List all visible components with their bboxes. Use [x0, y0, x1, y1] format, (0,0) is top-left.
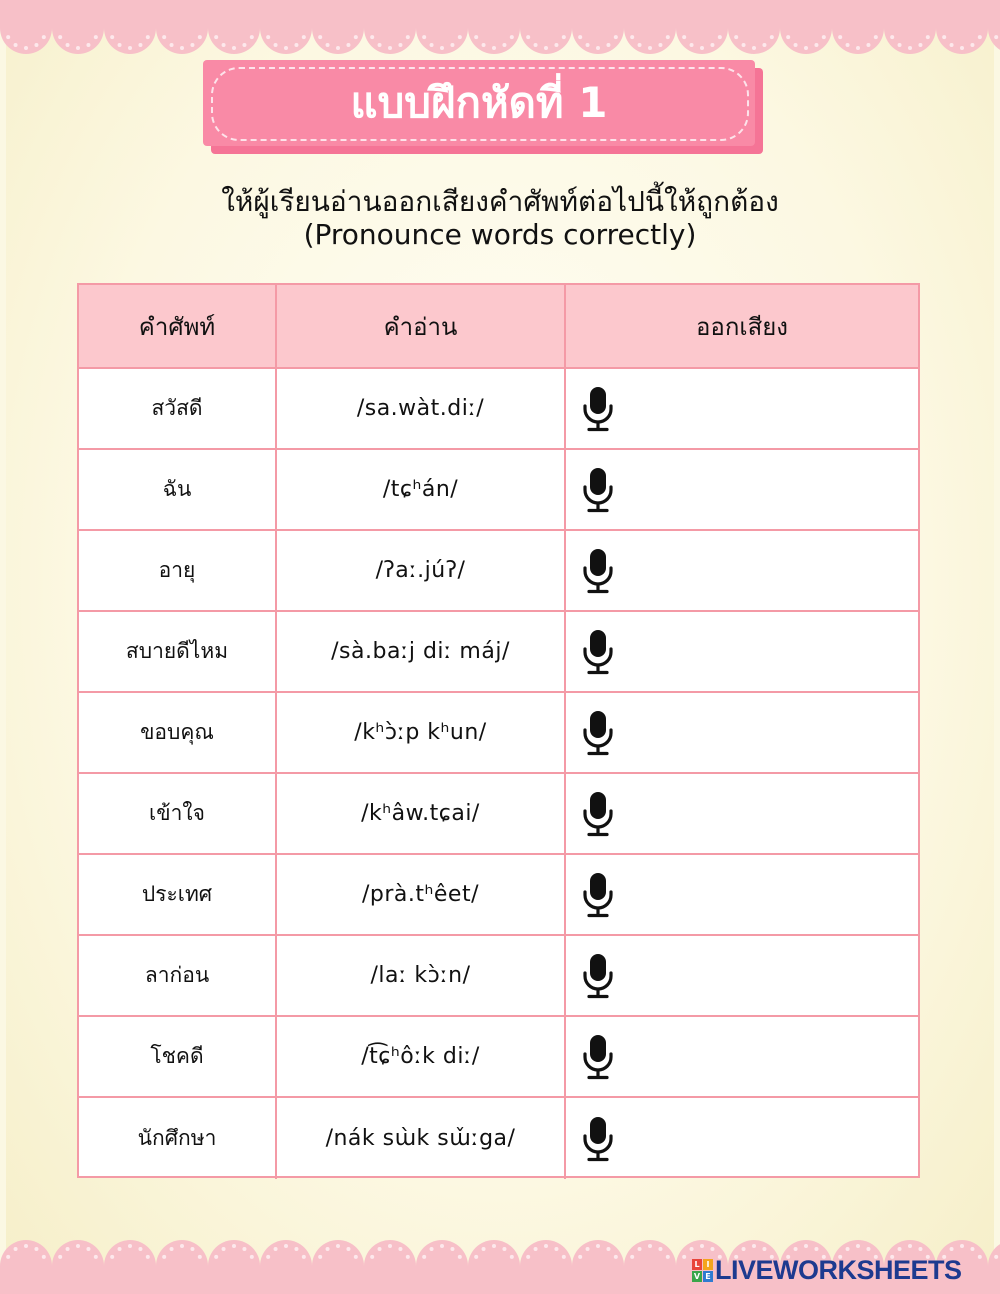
microphone-icon[interactable] [578, 1115, 618, 1163]
scallop-dot [232, 46, 236, 50]
scallop-dot [118, 1247, 122, 1251]
microphone-icon[interactable] [578, 628, 618, 676]
scallop-dot [336, 46, 340, 50]
scallop-dot [284, 1244, 288, 1248]
scallop-dot [170, 43, 174, 47]
scallop-dot [794, 43, 798, 47]
reading-ipa: /tɕʰán/ [277, 450, 566, 529]
scallop-dot [526, 35, 530, 39]
scallop-dot [370, 1255, 374, 1259]
scallop-dot [388, 1244, 392, 1248]
scallop-dot [318, 1255, 322, 1259]
scallop-dot [162, 1255, 166, 1259]
scallop-dot [752, 46, 756, 50]
vocabulary-word: เข้าใจ [79, 774, 277, 853]
scallop-dot [458, 35, 462, 39]
logo-letter: L [692, 1259, 702, 1270]
pronounce-cell [566, 1017, 918, 1096]
scallop-dot [94, 35, 98, 39]
pronounce-cell [566, 774, 918, 853]
scallop-dot [190, 43, 194, 47]
scallop-dot [398, 43, 402, 47]
pronounce-cell [566, 855, 918, 934]
scallop-dot [866, 1247, 870, 1251]
scallop-dot [232, 1244, 236, 1248]
logo-wordmark: LIVEWORKSHEETS [715, 1254, 962, 1285]
scallop-dot [942, 35, 946, 39]
instruction-english: (Pronounce words correctly) [303, 218, 697, 251]
scallop-dot [898, 43, 902, 47]
scallop-dot [502, 43, 506, 47]
scallop-dot [250, 35, 254, 39]
microphone-icon[interactable] [578, 871, 618, 919]
scallop-dot [562, 35, 566, 39]
scallop-dot [614, 1255, 618, 1259]
microphone-icon[interactable] [578, 547, 618, 595]
scallop-dot [294, 1247, 298, 1251]
scallop-dot [544, 46, 548, 50]
scallop-dot [180, 1244, 184, 1248]
scallop-dot [222, 1247, 226, 1251]
scallop-dot [510, 1255, 514, 1259]
scallop-dot [214, 35, 218, 39]
scallop-dot [856, 46, 860, 50]
scallop-dot [586, 1247, 590, 1251]
scallop-dot [58, 35, 62, 39]
scallop-dot [66, 43, 70, 47]
scallop-dot [474, 35, 478, 39]
scallop-dot [370, 35, 374, 39]
table-row [79, 450, 918, 531]
table-row [79, 531, 918, 612]
scallop-dot [354, 1255, 358, 1259]
pronounce-cell [566, 369, 918, 448]
scallop-dot [450, 43, 454, 47]
scallop-dot [354, 35, 358, 39]
scallop-dot [970, 43, 974, 47]
vocabulary-word: อายุ [79, 531, 277, 610]
table-row [79, 1017, 918, 1098]
scallop-dot [856, 1244, 860, 1248]
reading-ipa: /kʰɔ̀ːp kʰun/ [277, 693, 566, 772]
scallop-dot [742, 1247, 746, 1251]
scallop-dot [648, 1244, 652, 1248]
scallop-dot [950, 1247, 954, 1251]
scallop-dot [138, 1247, 142, 1251]
header-vocabulary: คำศัพท์ [79, 285, 277, 367]
pronounce-cell [566, 693, 918, 772]
scallop-dot [406, 35, 410, 39]
scallop-dot [874, 35, 878, 39]
scallop-dot [682, 35, 686, 39]
scallop-dot [970, 1247, 974, 1251]
scallop-dot [908, 1244, 912, 1248]
vocabulary-word: นักศึกษา [79, 1098, 277, 1179]
scallop-dot [846, 43, 850, 47]
scallop-dot [596, 1244, 600, 1248]
scallop-dot [274, 1247, 278, 1251]
scallop-dot [534, 1247, 538, 1251]
scallop-dot [734, 35, 738, 39]
scallop-dot [786, 35, 790, 39]
scallop-dot [804, 1244, 808, 1248]
vocabulary-word: สวัสดี [79, 369, 277, 448]
vocabulary-word: โชคดี [79, 1017, 277, 1096]
scallop-dot [250, 1255, 254, 1259]
scallop-dot [6, 35, 10, 39]
scallop-dot [214, 1255, 218, 1259]
scallop-dot [554, 43, 558, 47]
scallop-dot [222, 43, 226, 47]
reading-ipa: /ʔaː.júʔ/ [277, 531, 566, 610]
scallop-dot [128, 1244, 132, 1248]
scallop-dot [562, 1255, 566, 1259]
scallop-dot [534, 43, 538, 47]
scallop-dot [24, 46, 28, 50]
scallop-dot [146, 35, 150, 39]
table-header-row [79, 285, 918, 369]
scallop-dot [994, 1255, 998, 1259]
scallop-dot [76, 46, 80, 50]
scallop-dot [242, 43, 246, 47]
scallop-dot [242, 1247, 246, 1251]
scallop-dot [614, 35, 618, 39]
table-row [79, 369, 918, 450]
reading-ipa: /sà.baːj diː máj/ [277, 612, 566, 691]
scallop-dot [658, 43, 662, 47]
reading-ipa: /kʰâw.tɕai/ [277, 774, 566, 853]
scallop-dot [814, 43, 818, 47]
instruction-thai: ให้ผู้เรียนอ่านออกเสียงคำศัพท์ต่อไปนี้ให้ถูกต้อง [221, 185, 779, 218]
scallop-dot [302, 1255, 306, 1259]
scallop-dot [638, 1247, 642, 1251]
scallop-dot [690, 1247, 694, 1251]
logo-letter: E [703, 1271, 713, 1282]
reading-ipa: /prà.tʰêet/ [277, 855, 566, 934]
scallop-dot [198, 1255, 202, 1259]
scallop-dot [700, 46, 704, 50]
scallop-dot [284, 46, 288, 50]
scallop-dot [14, 43, 18, 47]
reading-ipa: /t͡ɕʰôːk diː/ [277, 1017, 566, 1096]
scallop-dot [866, 43, 870, 47]
scallop-dot [638, 43, 642, 47]
scallop-dot [198, 35, 202, 39]
reading-ipa: /sa.wàt.diː/ [277, 369, 566, 448]
scallop-dot [406, 1255, 410, 1259]
reading-ipa: /nák sɯ̀k sɯ̌ːga/ [277, 1098, 566, 1179]
scallop-dot [162, 35, 166, 39]
vocabulary-word: ลาก่อน [79, 936, 277, 1015]
scallop-dot [86, 1247, 90, 1251]
table-row [79, 774, 918, 855]
scallop-dot [326, 1247, 330, 1251]
liveworksheets-logo [692, 1254, 962, 1286]
scallop-dot [458, 1255, 462, 1259]
scallop-dot [978, 1255, 982, 1259]
logo-letter: V [693, 1271, 701, 1281]
scallop-dot [666, 35, 670, 39]
scallop-dot [502, 1247, 506, 1251]
scallop-dot [586, 43, 590, 47]
scallop-dot [978, 35, 982, 39]
scallop-dot [950, 43, 954, 47]
pronounce-cell [566, 450, 918, 529]
scallop-dot [14, 1247, 18, 1251]
scallop-dot [346, 1247, 350, 1251]
scallop-dot [710, 43, 714, 47]
scallop-dot [398, 1247, 402, 1251]
scallop-dot [482, 1247, 486, 1251]
scallop-dot [146, 1255, 150, 1259]
scallop-dot [110, 35, 114, 39]
scallop-dot [898, 1247, 902, 1251]
table-row [79, 612, 918, 693]
pronounce-cell [566, 531, 918, 610]
scallop-dot [378, 43, 382, 47]
scallop-dot [606, 1247, 610, 1251]
table-row [79, 693, 918, 774]
header-reading: คำอ่าน [277, 285, 566, 367]
scallop-dot [266, 1255, 270, 1259]
microphone-icon[interactable] [578, 952, 618, 1000]
scallop-dot [718, 35, 722, 39]
scallop-dot [578, 35, 582, 39]
scallop-dot [960, 46, 964, 50]
scallop-dot [794, 1247, 798, 1251]
scallop-dot [274, 43, 278, 47]
logo-mark [692, 1259, 713, 1282]
microphone-icon[interactable] [578, 709, 618, 757]
scallop-dot [86, 43, 90, 47]
scallop-dot [658, 1247, 662, 1251]
scallop-dot [422, 1255, 426, 1259]
pronounce-cell [566, 936, 918, 1015]
scallop-dot [42, 35, 46, 39]
scallop-dot [346, 43, 350, 47]
scallop-dot [326, 43, 330, 47]
scallop-border-top [0, 0, 1000, 62]
scallop-dot [578, 1255, 582, 1259]
scallop-dot [128, 46, 132, 50]
scallop-dot [6, 1255, 10, 1259]
scallop-dot [58, 1255, 62, 1259]
scallop-dot [440, 1244, 444, 1248]
table-row [79, 1098, 918, 1179]
table-row [79, 936, 918, 1017]
microphone-icon[interactable] [578, 1033, 618, 1081]
scallop-dot [66, 1247, 70, 1251]
microphone-icon[interactable] [578, 790, 618, 838]
logo-letter: I [703, 1259, 713, 1270]
scallop-dot [908, 46, 912, 50]
vocabulary-table [77, 283, 920, 1178]
scallop-dot [846, 1247, 850, 1251]
scallop-dot [302, 35, 306, 39]
scallop-dot [336, 1244, 340, 1248]
page-title: แบบฝึกหัดที่ 1 [350, 78, 608, 127]
scallop-dot [710, 1247, 714, 1251]
scallop-dot [994, 35, 998, 39]
vocabulary-word: ฉัน [79, 450, 277, 529]
scallop-dot [742, 43, 746, 47]
vocabulary-word: สบายดีไหม [79, 612, 277, 691]
scallop-dot [266, 35, 270, 39]
scallop-dot [510, 35, 514, 39]
scallop-dot [822, 35, 826, 39]
scallop-dot [318, 35, 322, 39]
scallop-dot [138, 43, 142, 47]
scallop-dot [630, 35, 634, 39]
scallop-dot [554, 1247, 558, 1251]
scallop-dot [170, 1247, 174, 1251]
scallop-dot [440, 46, 444, 50]
scallop-dot [492, 46, 496, 50]
microphone-icon[interactable] [578, 385, 618, 433]
scallop-dot [482, 43, 486, 47]
vocabulary-word: ประเทศ [79, 855, 277, 934]
scallop-dot [76, 1244, 80, 1248]
header-pronounce: ออกเสียง [696, 312, 788, 341]
scallop-dot [118, 43, 122, 47]
scallop-dot [918, 1247, 922, 1251]
scallop-dot [526, 1255, 530, 1259]
vocabulary-word: ขอบคุณ [79, 693, 277, 772]
scallop-dot [606, 43, 610, 47]
scallop-dot [690, 43, 694, 47]
scallop-dot [450, 1247, 454, 1251]
scallop-dot [700, 1244, 704, 1248]
pronounce-cell [566, 1098, 918, 1179]
scallop-dot [814, 1247, 818, 1251]
scallop-dot [24, 1244, 28, 1248]
scallop-dot [960, 1244, 964, 1248]
scallop-dot [838, 35, 842, 39]
scallop-dot [682, 1255, 686, 1259]
scallop-dot [294, 43, 298, 47]
microphone-icon[interactable] [578, 466, 618, 514]
scallop-dot [596, 46, 600, 50]
scallop-dot [190, 1247, 194, 1251]
scallop-dot [34, 43, 38, 47]
scallop-dot [180, 46, 184, 50]
scallop-dot [430, 1247, 434, 1251]
reading-ipa: /laː kɔ̀ːn/ [277, 936, 566, 1015]
scallop-dot [110, 1255, 114, 1259]
scallop-dot [648, 46, 652, 50]
scallop-dot [666, 1255, 670, 1259]
scallop-dot [378, 1247, 382, 1251]
scallop-dot [752, 1244, 756, 1248]
scallop-dot [630, 1255, 634, 1259]
scallop-dot [762, 43, 766, 47]
scallop-dot [762, 1247, 766, 1251]
table-row [79, 855, 918, 936]
scallop-dot [388, 46, 392, 50]
scallop-dot [474, 1255, 478, 1259]
pronounce-cell [566, 612, 918, 691]
scallop-dot [544, 1244, 548, 1248]
scallop-dot [890, 35, 894, 39]
scallop-dot [422, 35, 426, 39]
scallop-dot [492, 1244, 496, 1248]
scallop-dot [918, 43, 922, 47]
scallop-dot [926, 35, 930, 39]
title-banner [203, 60, 765, 156]
scallop-dot [34, 1247, 38, 1251]
scallop-dot [804, 46, 808, 50]
scallop-dot [430, 43, 434, 47]
scallop-dot [42, 1255, 46, 1259]
scallop-dot [94, 1255, 98, 1259]
scallop-dot [770, 35, 774, 39]
